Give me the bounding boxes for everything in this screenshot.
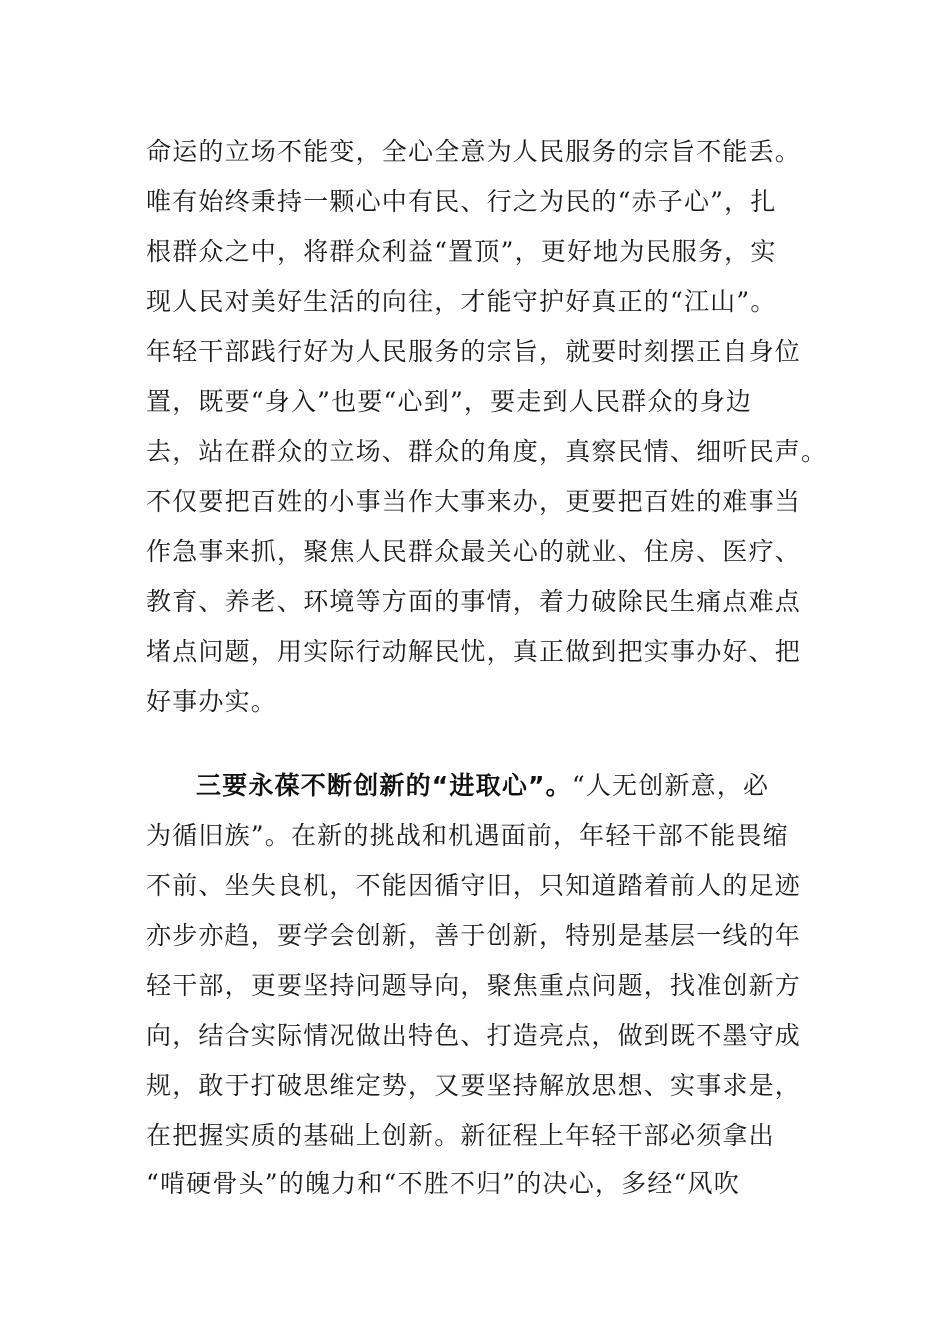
paragraph-1-line: 教育、养老、环境等方面的事情，着力破除民生痛点难点: [146, 587, 802, 616]
paragraph-2-first-line: [196, 770, 846, 802]
paragraph-2-first-line-text: “人无创新意，必: [571, 771, 770, 800]
paragraph-2-line: “啃硬骨头”的魄力和“不胜不归”的决心，多经“风吹: [146, 1169, 740, 1198]
paragraph-1-line: 好事办实。: [146, 687, 278, 716]
paragraph-1-line: 堵点问题，用实际行动解民忧，真正做到把实事办好、把: [146, 637, 802, 666]
paragraph-2-line: 向，结合实际情况做出特色、打造亮点，做到既不墨守成: [146, 1021, 802, 1050]
paragraph-1-line: 置，既要“身入”也要“心到”，要走到人民群众的身边: [146, 387, 753, 416]
paragraph-1-line: 作急事来抓，聚焦人民群众最关心的就业、住房、医疗、: [146, 537, 802, 566]
section-heading: 三要永葆不断创新的“进取心”。: [196, 771, 572, 800]
paragraph-1-line: 不仅要把百姓的小事当作大事来办，更要把百姓的难事当: [146, 487, 802, 516]
paragraph-1-line: 命运的立场不能变，全心全意为人民服务的宗旨不能丢。: [146, 137, 802, 166]
paragraph-2-line: 不前、坐失良机，不能因循守旧，只知道踏着前人的足迹: [146, 871, 802, 900]
paragraph-1-line: 现人民对美好生活的向往，才能守护好真正的“江山”。: [146, 287, 777, 316]
paragraph-2-line: 在把握实质的基础上创新。新征程上年轻干部必须拿出: [146, 1121, 775, 1150]
paragraph-2-line: 为循旧族”。在新的挑战和机遇面前，年轻干部不能畏缩: [146, 821, 789, 850]
paragraph-2-line: 规，敢于打破思维定势，又要坚持解放思想、实事求是，: [146, 1071, 802, 1100]
paragraph-1-line: 年轻干部践行好为人民服务的宗旨，就要时刻摆正自身位: [146, 337, 802, 366]
paragraph-1-line: 根群众之中，将群众利益“置顶”，更好地为民服务，实: [146, 237, 777, 266]
paragraph-2-line: 亦步亦趋，要学会创新，善于创新，特别是基层一线的年: [146, 921, 802, 950]
paragraph-1-line: 去，站在群众的立场、群众的角度，真察民情、细听民声。: [146, 437, 828, 466]
paragraph-1-line: 唯有始终秉持一颗心中有民、行之为民的“赤子心”，扎: [146, 187, 777, 216]
paragraph-2-line: 轻干部，更要坚持问题导向，聚焦重点问题，找准创新方: [146, 971, 802, 1000]
